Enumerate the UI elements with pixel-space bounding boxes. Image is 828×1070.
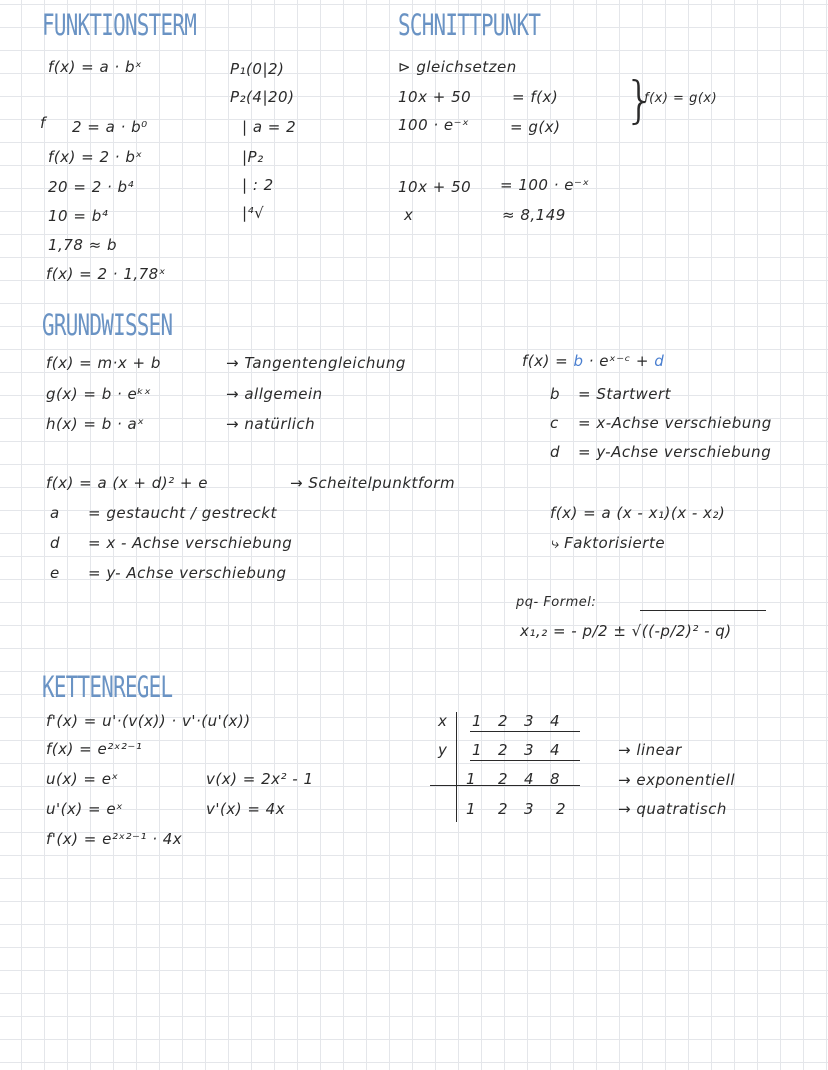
table-r4-1: 1 <box>466 800 477 818</box>
ft-line-3: 2 = a · b⁰ <box>72 118 148 136</box>
gw-pq-title: pq- Formel: <box>516 595 597 610</box>
gw-scheitel-formula: f(x) = a (x + d)² + e <box>46 474 208 492</box>
sp-line-3: = f(x) <box>512 88 559 106</box>
gw-func-1: f(x) = m·x + b <box>46 354 161 372</box>
gw-scheitel-a: a <box>50 504 60 522</box>
gw-param-b-desc: = Startwert <box>578 385 672 403</box>
ft-line-5: 20 = 2 · b⁴ <box>48 178 135 196</box>
ft-step-1: | a = 2 <box>242 118 297 136</box>
gw-func-2: g(x) = b · eᵏˣ <box>46 385 152 403</box>
table-r4-3: 3 <box>524 800 535 818</box>
gw-func-3: h(x) = b · aˣ <box>46 415 145 433</box>
table-y-1: 1 <box>472 741 483 759</box>
gw-scheitel-d: d <box>50 534 61 552</box>
gw-param-d-desc: = y-Achse verschiebung <box>578 443 772 461</box>
sp-line-2: 10x + 50 <box>398 88 472 106</box>
table-x-underline <box>470 731 580 732</box>
table-y-4: 4 <box>550 741 561 759</box>
ft-step-2: |P₂ <box>242 148 264 166</box>
sp-line-6: f(x) = g(x) <box>644 91 718 106</box>
sp-line-7: 10x + 50 <box>398 178 472 196</box>
gw-faktor-formula: f(x) = a (x - x₁)(x - x₂) <box>550 504 726 522</box>
table-r4-2: 2 <box>498 800 509 818</box>
gw-param-c: c <box>550 414 559 432</box>
gw-pq-root-line <box>640 610 766 611</box>
sp-line-9: x <box>404 206 414 224</box>
gw-faktor-label: ⤷ Faktorisierte <box>550 534 666 552</box>
sp-brace-icon: } <box>624 71 657 129</box>
table-r3-2: 2 <box>498 770 509 788</box>
table-r3-1: 1 <box>466 770 477 788</box>
gw-exp-prefix: f(x) = <box>522 352 574 370</box>
ft-line-8: f(x) = 2 · 1,78ˣ <box>46 265 166 283</box>
table-x-4: 4 <box>550 712 561 730</box>
gw-exp-b: b <box>573 352 584 370</box>
gw-scheitel-d-desc: = x - Achse verschiebung <box>88 534 293 552</box>
kr-line-4: u'(x) = eˣ <box>46 800 124 818</box>
table-y-3: 3 <box>524 741 535 759</box>
kr-line-3: u(x) = eˣ <box>46 770 119 788</box>
gw-pq-formula: x₁,₂ = - p/2 ± √((-p/2)² - q) <box>520 622 732 640</box>
table-x-3: 3 <box>524 712 535 730</box>
kr-v-1: v(x) = 2x² - 1 <box>206 770 314 788</box>
table-y-underline <box>470 760 580 761</box>
ft-step-4: |⁴√ <box>242 204 265 222</box>
kr-line-1: f'(x) = u'·(v(x)) · v'·(u'(x)) <box>46 712 251 730</box>
ft-line-4: f(x) = 2 · bˣ <box>48 148 143 166</box>
ft-point-1: P₁(0|2) <box>230 60 285 78</box>
gw-param-b: b <box>550 385 561 403</box>
gw-desc-2: → allgemein <box>226 385 323 403</box>
sp-line-5: = g(x) <box>510 118 561 136</box>
gw-desc-1: → Tangentengleichung <box>226 354 406 372</box>
table-x-1: 1 <box>472 712 483 730</box>
table-header-x: x <box>438 712 448 730</box>
schnittpunkt-title: SCHNITTPUNKT <box>398 8 541 42</box>
kettenregel-title: KETTENREGEL <box>42 670 173 704</box>
gw-param-d: d <box>550 443 561 461</box>
ft-line-1: f(x) = a · bˣ <box>48 58 143 76</box>
table-y-2: 2 <box>498 741 509 759</box>
table-r4-4: 2 <box>556 800 567 818</box>
gw-scheitel-arrow: → Scheitelpunktform <box>290 474 456 492</box>
sp-line-1: ⊳ gleichsetzen <box>398 58 517 76</box>
gw-param-c-desc: = x-Achse verschiebung <box>578 414 772 432</box>
gw-exp-rest: · eˣ⁻ᶜ + <box>583 352 655 370</box>
gw-scheitel-a-desc: = gestaucht / gestreckt <box>88 504 277 522</box>
gw-scheitel-e-desc: = y- Achse verschiebung <box>88 564 287 582</box>
gw-scheitel-e: e <box>50 564 60 582</box>
ft-line-2: f <box>40 114 46 132</box>
table-header-y: y <box>438 741 448 759</box>
gw-desc-3: → natürlich <box>226 415 316 433</box>
table-x-2: 2 <box>498 712 509 730</box>
table-vertical-line <box>456 712 457 822</box>
sp-line-8: = 100 · e⁻ˣ <box>500 176 590 194</box>
table-label-exponentiell: → exponentiell <box>618 771 735 789</box>
table-r3-3: 4 <box>524 770 535 788</box>
kr-line-2: f(x) = e²ˣ²⁻¹ <box>46 740 143 758</box>
ft-line-6: 10 = b⁴ <box>48 207 109 225</box>
gw-exp-formula <box>522 352 664 370</box>
ft-line-7: 1,78 ≈ b <box>48 236 118 254</box>
table-label-linear: → linear <box>618 741 682 759</box>
table-label-quadratisch: → quatratisch <box>618 800 727 818</box>
gw-exp-d: d <box>654 352 665 370</box>
table-r3-4: 8 <box>550 770 561 788</box>
kr-v-2: v'(x) = 4x <box>206 800 286 818</box>
ft-point-2: P₂(4|20) <box>230 88 295 106</box>
funktionsterm-title: FUNKTIONSTERM <box>42 8 197 42</box>
sp-line-10: ≈ 8,149 <box>502 206 566 224</box>
sp-line-4: 100 · e⁻ˣ <box>398 116 470 134</box>
grundwissen-title: GRUNDWISSEN <box>42 308 173 342</box>
kr-line-5: f'(x) = e²ˣ²⁻¹ · 4x <box>46 830 183 848</box>
ft-step-3: | : 2 <box>242 176 274 194</box>
